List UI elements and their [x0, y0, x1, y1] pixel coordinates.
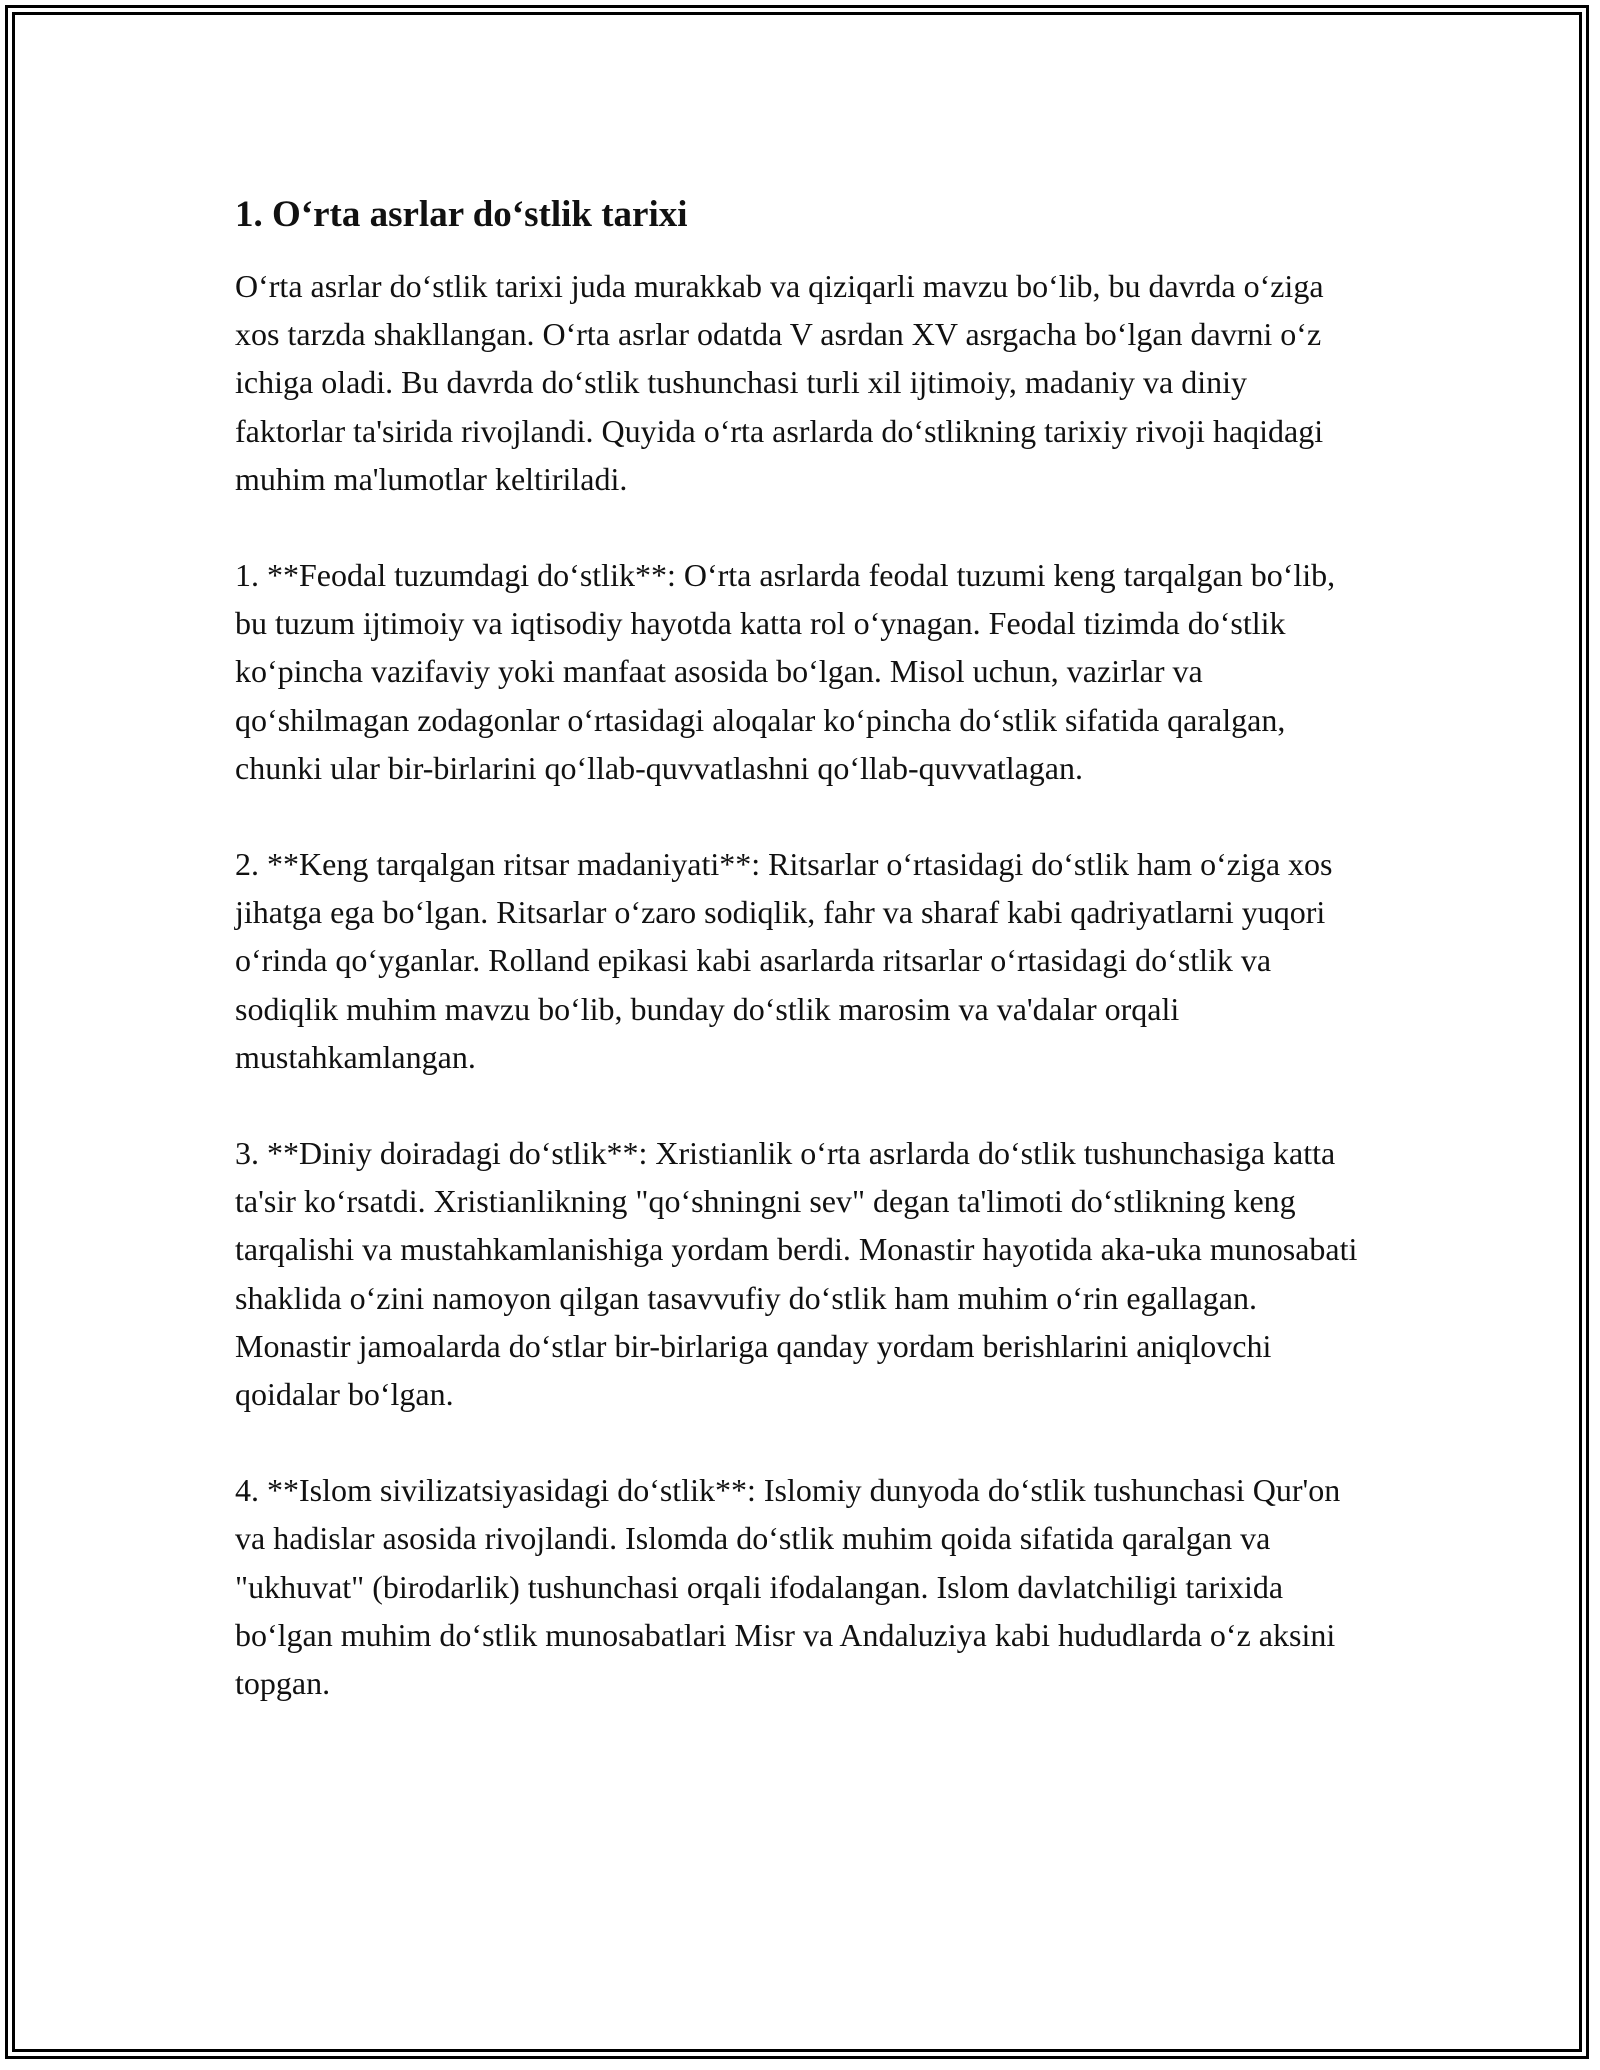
section-heading: 1. O‘rta asrlar do‘stlik tarixi	[235, 194, 688, 235]
intro-paragraph: O‘rta asrlar do‘stlik tarixi juda murakkab va qiziqarli mavzu bo‘lib, bu davrda o‘ziga xos tarzda shakllangan. O‘rta asrlar odatda V asrdan XV asrgacha bo‘lgan davrni o‘z ichiga oladi. Bu davrda do‘stlik tushunchasi turli xil ijtimoiy, madaniy va diniy faktorlar ta'sirida rivojlandi. Quyida o‘rta asrlarda do‘stlikning tarixiy rivoji haqidagi muhim ma'lumotlar keltiriladi.	[235, 268, 1324, 497]
paragraph-knight-culture: 2. **Keng tarqalgan ritsar madaniyati**: Ritsarlar o‘rtasidagi do‘stlik ham o‘ziga xos jihatga ega bo‘lgan. Ritsarlar o‘zaro sodiqlik, fahr va sharaf kabi qadriyatlarni yuqori o‘rinda qo‘yganlar. Rolland epikasi kabi asarlarda ritsarlar o‘rtasidagi do‘stlik va sodiqlik muhim mavzu bo‘lib, bunday do‘stlik marosim va va'dalar orqali mustahkamlangan.	[235, 846, 1333, 1075]
paragraph-feudal-friendship: 1. **Feodal tuzumdagi do‘stlik**: O‘rta asrlarda feodal tuzumi keng tarqalgan bo‘lib, bu tuzum ijtimoiy va iqtisodiy hayotda katta rol o‘ynagan. Feodal tizimda do‘stlik ko‘pincha vazifaviy yoki manfaat asosida bo‘lgan. Misol uchun, vazirlar va qo‘shilmagan zodagonlar o‘rtasidagi aloqalar ko‘pincha do‘stlik sifatida qaralgan, chunki ular bir-birlarini qo‘llab-quvvatlashni qo‘llab-quvvatlagan.	[235, 557, 1336, 786]
paragraph-religious-friendship: 3. **Diniy doiradagi do‘stlik**: Xristianlik o‘rta asrlarda do‘stlik tushunchasiga katta ta'sir ko‘rsatdi. Xristianlikning "qo‘shningni sev" degan ta'limoti do‘stlikning keng tarqalishi va mustahkamlanishiga yordam berdi. Monastir hayotida aka-uka munosabati shaklida o‘zini namoyon qilgan tasavvufiy do‘stlik ham muhim o‘rin egallagan. Monastir jamoalarda do‘stlar bir-birlariga qanday yordam berishlarini aniqlovchi qoidalar bo‘lgan.	[235, 1135, 1358, 1413]
paragraph-islamic-friendship: 4. **Islom sivilizatsiyasidagi do‘stlik**: Islomiy dunyoda do‘stlik tushunchasi Qur'on va hadislar asosida rivojlandi. Islomda do‘stlik muhim qoida sifatida qaralgan va "ukhuvat" (birodarlik) tushunchasi orqali ifodalangan. Islom davlatchiligi tarixida bo‘lgan muhim do‘stlik munosabatlari Misr va Andaluziya kabi hududlarda o‘z aksini topgan.	[235, 1472, 1341, 1702]
document-body	[235, 190, 1365, 1755]
